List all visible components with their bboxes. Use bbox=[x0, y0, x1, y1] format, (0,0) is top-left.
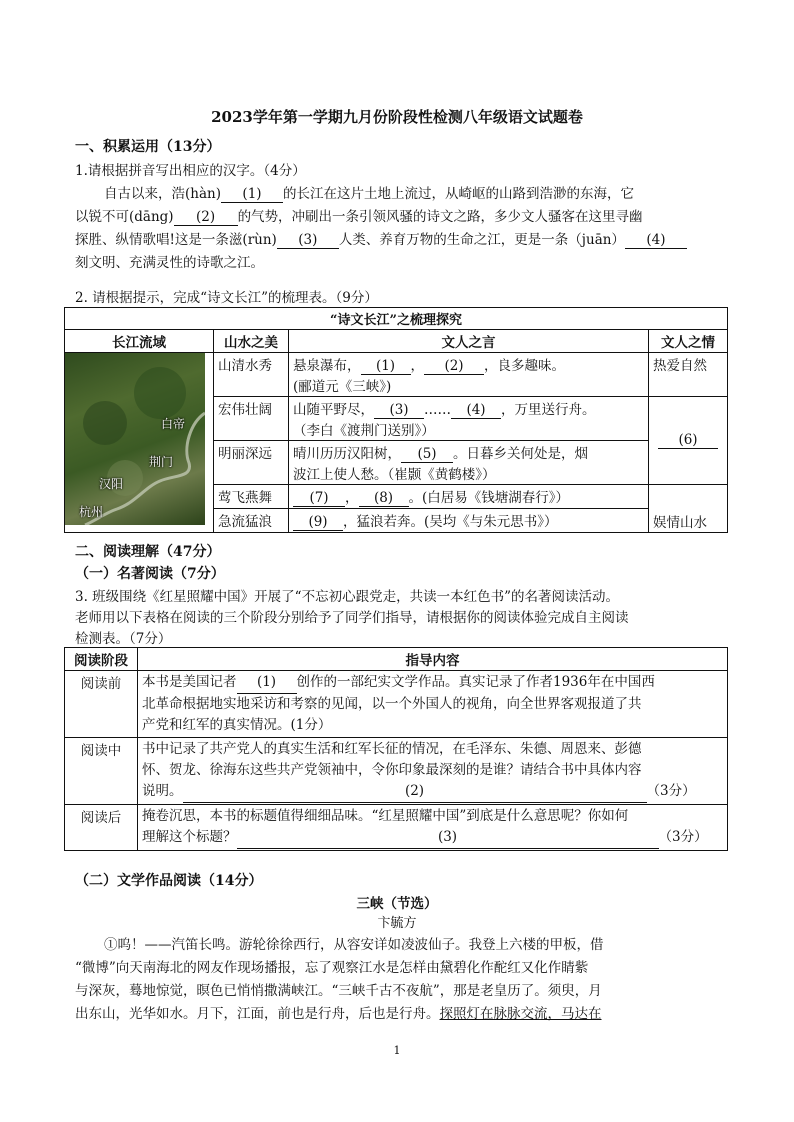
q3-row3-content: 掩卷沉思，本书的标题值得细细品味。“红星照耀中国”到底是什么意思呢？你如何 理解这个标题？ (3) （3分） bbox=[138, 805, 728, 851]
q3-table bbox=[64, 647, 728, 851]
blank-q2-3[interactable]: (3) bbox=[374, 402, 424, 419]
q3-row1-content: 本书是美国记者 (1) 创作的一部纪实文学作品。真实记录了作者1936年在中国西 北革命根据地实地采访和考察的见闻，以一个外国人的视角，向全世界客观报道了共 产党和红军的真实情况。(1分） bbox=[138, 671, 728, 738]
q3-line1: 3. 班级围绕《红星照耀中国》开展了“不忘初心跟党走，共读一本红色书”的名著阅读活动。 bbox=[75, 589, 619, 605]
blank-q2-4[interactable]: (4) bbox=[451, 402, 501, 419]
page-number: 1 bbox=[393, 1044, 401, 1057]
q1-line1: 自古以来，浩(hàn) (1) 的长江在这片土地上流过，从崎岖的山路到浩渺的东海，它 bbox=[104, 186, 634, 202]
river-path-icon bbox=[65, 353, 205, 525]
underlined-sentence: 探照灯在脉脉交流，马达在 bbox=[439, 1006, 602, 1022]
article-p1-line2: “微博”向天南海北的网友作现场播报，忘了观察江水是怎样由黛碧化作酡红又化作睛紫 bbox=[75, 960, 589, 976]
blank-q2-2[interactable]: (2) bbox=[424, 358, 484, 375]
blank-q2-8[interactable]: (8) bbox=[359, 490, 409, 507]
article-author: 卞毓方 bbox=[377, 916, 417, 931]
blank-q2-7[interactable]: (7) bbox=[293, 490, 345, 507]
section2-sub1: （一）名著阅读（7分） bbox=[75, 566, 225, 582]
q3-header-stage: 阅读阶段 bbox=[65, 648, 138, 671]
q3-row1-stage: 阅读前 bbox=[65, 671, 138, 738]
q3-row3-stage: 阅读后 bbox=[65, 805, 138, 851]
q2-map-cell bbox=[65, 353, 214, 533]
q3-line3: 检测表。（7分） bbox=[75, 631, 172, 647]
blank-3[interactable]: (3) bbox=[277, 232, 339, 249]
q3-row2-content: 书中记录了共产党人的真实生活和红军长征的情况，在毛泽东、朱德、周恩来、彭德 怀、贺龙、徐海东这些共产党领袖中，令你印象最深刻的是谁？请结合书中具体内容 说明。 (2) （3分） bbox=[138, 738, 728, 805]
q2-r2-feeling-cell bbox=[649, 397, 728, 485]
blank-q2-9[interactable]: (9) bbox=[293, 514, 343, 531]
q2-header-beauty: 山水之美 bbox=[214, 330, 289, 353]
section2-sub2: （二）文学作品阅读（14分） bbox=[75, 873, 263, 889]
q2-r4-beauty: 莺飞燕舞 bbox=[214, 485, 289, 509]
blank-2[interactable]: (2) bbox=[174, 209, 238, 226]
map-label-hanyang: 汉阳 bbox=[99, 477, 124, 491]
blank-q2-1[interactable]: (1) bbox=[361, 358, 411, 375]
q2-r3-words: 晴川历历汉阳树， (5) 。日暮乡关何处是，烟 波江上使人愁。（崔颢《黄鹤楼》） bbox=[289, 441, 649, 485]
q1-line2: 以锐不可(dāng) (2) 的气势，冲刷出一条引领风骚的诗文之路，多少文人骚客在这里寻幽 bbox=[75, 209, 643, 225]
map-label-hangzhou: 杭州 bbox=[79, 505, 104, 519]
q3-header-content: 指导内容 bbox=[138, 648, 728, 671]
article-title: 三峡（节选） bbox=[356, 896, 438, 912]
article-p1-line3: 与深灰，蓦地惊觉，暝色已悄悄撒满峡江。“三峡千古不夜航”，那是老皇历了。须臾，月 bbox=[75, 983, 602, 999]
q1-stem: 1.请根据拼音写出相应的汉字。（4分） bbox=[75, 163, 306, 179]
q2-table bbox=[64, 307, 728, 533]
yangtze-satellite-map bbox=[65, 353, 205, 525]
q2-r2-words: 山随平野尽， (3) …… (4) ，万里送行舟。 （李白《渡荆门送别》） bbox=[289, 397, 649, 441]
q3-line2: 老师用以下表格在阅读的三个阶段分别给予了同学们指导，请根据你的阅读体验完成自主阅读 bbox=[75, 610, 629, 626]
q2-r5-beauty: 急流猛浪 bbox=[214, 509, 289, 533]
blank-q3-3[interactable]: (3) bbox=[237, 827, 659, 849]
blank-1[interactable]: (1) bbox=[221, 186, 283, 203]
blank-q2-5[interactable]: (5) bbox=[401, 446, 453, 463]
q3-row2-stage: 阅读中 bbox=[65, 738, 138, 805]
map-label-jingmen: 荆门 bbox=[149, 455, 174, 469]
q2-header-feeling: 文人之情 bbox=[649, 330, 728, 353]
blank-q3-2[interactable]: (2) bbox=[183, 781, 647, 803]
q2-r2-beauty: 宏伟壮阔 bbox=[214, 397, 289, 441]
q2-r3-beauty: 明丽深远 bbox=[214, 441, 289, 485]
map-label-baidi: 白帝 bbox=[161, 417, 186, 431]
q1-line4: 刻文明、充满灵性的诗歌之江。 bbox=[75, 255, 264, 271]
blank-q2-6[interactable]: (6) bbox=[658, 432, 718, 449]
q2-r1-words: 悬泉瀑布， (1) ， (2) ，良多趣味。 (郦道元《三峡》) bbox=[289, 353, 649, 397]
exam-title: 2023学年第一学期九月份阶段性检测八年级语文试题卷 bbox=[211, 108, 583, 126]
article-p1-line4: 出东山，光华如水。月下，江面，前也是行舟，后也是行舟。探照灯在脉脉交流，马达在 bbox=[75, 1006, 602, 1022]
blank-q3-1[interactable]: (1) bbox=[237, 672, 297, 694]
q2-table-title: “诗文长江”之梳理探究 bbox=[65, 308, 728, 330]
q2-stem: 2. 请根据提示，完成“诗文长江”的梳理表。（9分） bbox=[75, 290, 378, 306]
q2-r5-feeling: 娱情山水 bbox=[649, 485, 728, 533]
q2-header-words: 文人之言 bbox=[289, 330, 649, 353]
section1-heading: 一、积累运用（13分） bbox=[75, 139, 221, 155]
q2-header-basin: 长江流域 bbox=[65, 330, 214, 353]
q2-r4-words: (7) ， (8) 。(白居易《钱塘湖春行》） bbox=[289, 485, 649, 509]
blank-4[interactable]: (4) bbox=[625, 232, 687, 249]
q2-r1-feeling: 热爱自然 bbox=[649, 353, 728, 397]
q2-r5-words: (9) ，猛浪若奔。(吴均《与朱元思书》） bbox=[289, 509, 649, 533]
q2-r1-beauty: 山清水秀 bbox=[214, 353, 289, 397]
section2-heading: 二、阅读理解（47分） bbox=[75, 544, 221, 560]
q1-line3: 探胜、纵情歌唱!这是一条滋(rùn) (3) 人类、养育万物的生命之江，更是一条（juān） (4) bbox=[75, 228, 687, 249]
article-p1-line1: ①呜！——汽笛长鸣。游轮徐徐西行，从容安详如凌波仙子。我登上六楼的甲板，借 bbox=[104, 937, 604, 953]
